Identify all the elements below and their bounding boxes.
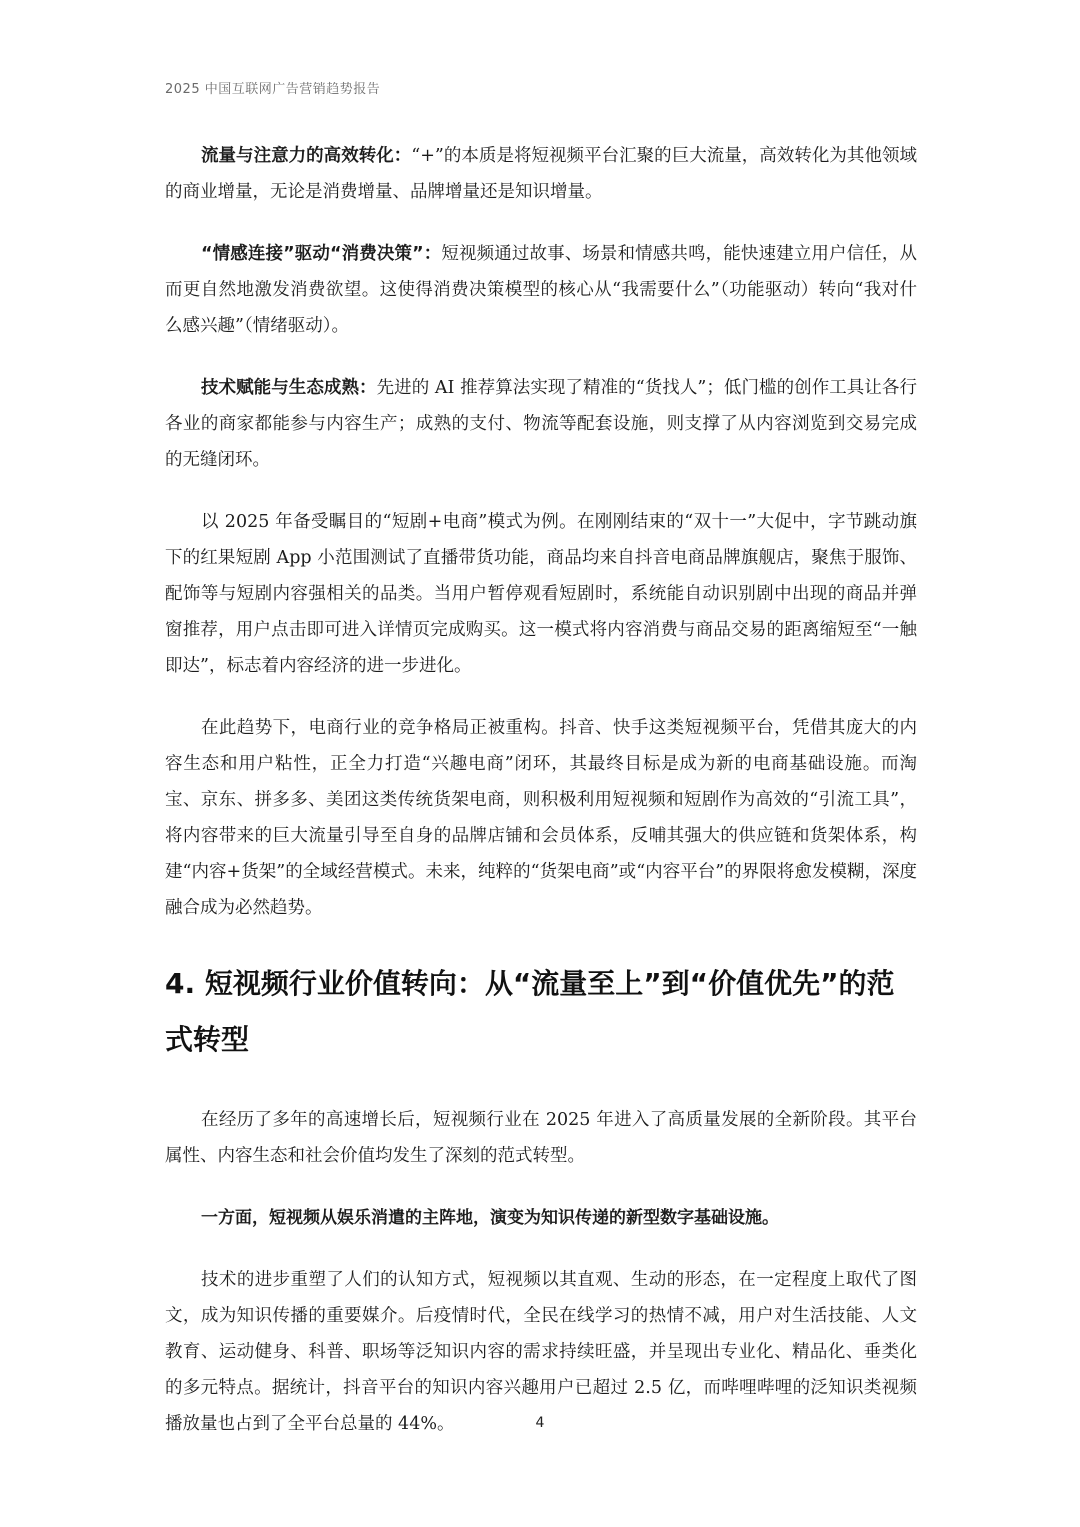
paragraph-body: 短视频通过故事、场景和情感共鸣，能快速建立用户信任，从而更自然地激发消费欲望。这使得消费决策模型的核心从“我需要什么”（功能驱动）转向“我对什么感兴趣”（情绪驱动）。 bbox=[165, 244, 918, 336]
paragraph-traffic-conversion bbox=[165, 138, 917, 210]
paragraph-bold-statement: 一方面，短视频从娱乐消遣的主阵地，演变为知识传递的新型数字基础设施。 bbox=[201, 1208, 779, 1228]
paragraph-lead: “情感连接”驱动“消费决策”： bbox=[201, 244, 442, 264]
paragraph-body: “+”的本质是将短视频平台汇聚的巨大流量，高效转化为其他领域的商业增量，无论是消费增量、品牌增量还是知识增量。 bbox=[165, 146, 918, 202]
paragraph-lead: 技术赋能与生态成熟： bbox=[201, 378, 377, 398]
paragraph-knowledge-content: 技术的进步重塑了人们的认知方式，短视频以其直观、生动的形态，在一定程度上取代了图文，成为知识传播的重要媒介。后疫情时代，全民在线学习的热情不减，用户对生活技能、人文教育、运动健身、科普、职场等泛知识内容的需求持续旺盛，并呈现出专业化、精品化、垂类化的多元特点。据统计，抖音平台的知识内容兴趣用户已超过 2.5 亿，而哔哩哔哩的泛知识类视频播放量也占到了全平台总量的 44%。 bbox=[165, 1270, 917, 1434]
paragraph-short-drama-ecommerce: 以 2025 年备受瞩目的“短剧+电商”模式为例。在刚刚结束的“双十一”大促中，字节跳动旗下的红果短剧 App 小范围测试了直播带货功能，商品均来自抖音电商品牌旗舰店，聚焦于服饰、配饰等与短剧内容强相关的品类。当用户暂停观看短剧时，系统能自动识别剧中出现的商品并弹窗推荐，用户点击即可进入详情页完成购买。这一模式将内容消费与商品交易的距离缩短至“一触即达”，标志着内容经济的进一步进化。 bbox=[165, 512, 917, 676]
page-number: 4 bbox=[535, 1415, 545, 1431]
paragraph-tech-ecosystem bbox=[165, 370, 917, 478]
paragraph-ecommerce-landscape: 在此趋势下，电商行业的竞争格局正被重构。抖音、快手这类短视频平台，凭借其庞大的内容生态和用户粘性，正全力打造“兴趣电商”闭环，其最终目标是成为新的电商基础设施。而淘宝、京东、拼多多、美团这类传统货架电商，则积极利用短视频和短剧作为高效的“引流工具”，将内容带来的巨大流量引导至自身的品牌店铺和会员体系，反哺其强大的供应链和货架体系，构建“内容+货架”的全域经营模式。未来，纯粹的“货架电商”或“内容平台”的界限将愈发模糊，深度融合成为必然趋势。 bbox=[165, 718, 917, 918]
page-content bbox=[165, 138, 917, 1468]
paragraph-body: 先进的 AI 推荐算法实现了精准的“货找人”；低门槛的创作工具让各行各业的商家都能参与内容生产；成熟的支付、物流等配套设施，则支撑了从内容浏览到交易完成的无缝闭环。 bbox=[165, 378, 917, 470]
paragraph-section-intro: 在经历了多年的高速增长后，短视频行业在 2025 年进入了高质量发展的全新阶段。其平台属性、内容生态和社会价值均发生了深刻的范式转型。 bbox=[165, 1110, 917, 1166]
section-heading: 4. 短视频行业价值转向：从“流量至上”到“价值优先”的范式转型 bbox=[165, 967, 895, 1056]
running-header: 2025 中国互联网广告营销趋势报告 bbox=[165, 82, 381, 97]
paragraph-lead: 流量与注意力的高效转化： bbox=[201, 146, 412, 166]
paragraph-emotion-driven bbox=[165, 236, 917, 344]
